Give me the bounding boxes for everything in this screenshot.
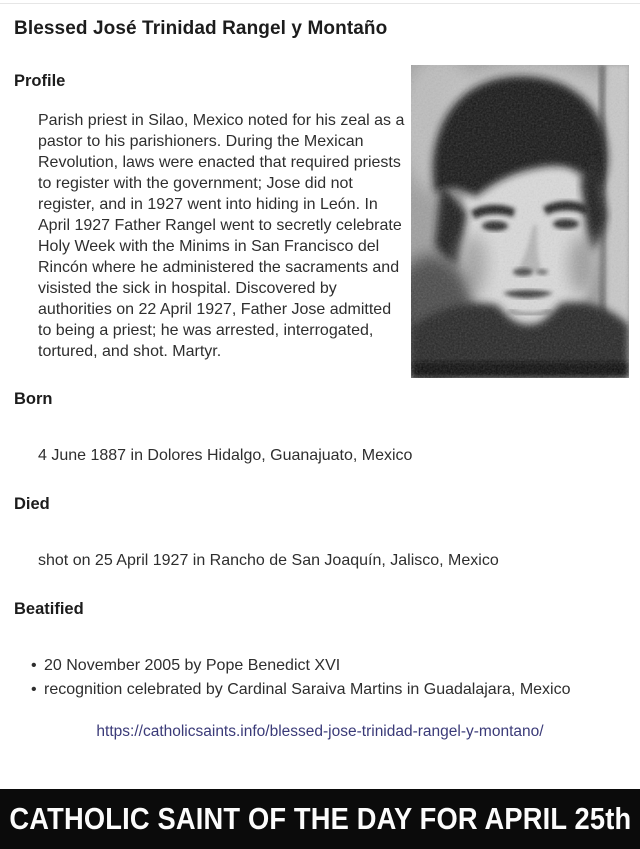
section-heading-beatified: Beatified [14, 600, 84, 618]
beatified-item-text: recognition celebrated by Cardinal Saraiva Martins in Guadalajara, Mexico [44, 681, 571, 698]
portrait-illustration [411, 65, 629, 378]
page-title: Blessed José Trinidad Rangel y Montaño [14, 18, 388, 39]
section-heading-profile: Profile [14, 72, 66, 90]
died-text: shot on 25 April 1927 in Rancho de San Joaquín, Jalisco, Mexico [38, 552, 499, 569]
banner-text: CATHOLIC SAINT OF THE DAY FOR APRIL 25th [9, 801, 631, 836]
profile-text: Parish priest in Silao, Mexico noted for his zeal as a pastor to his parishioners. During the Mexican Revolution, laws were enacted that required priests to register with the government; Jose did not register, and in 1927 went into hiding in León. In April 1927 Father Rangel went to secretly celebrate Holy Week with the Minims in San Francisco del Rincón where he administered the sacraments and visisted the sick in hospital. Discovered by authorities on 22 April 1927, Father Jose admitted to being a priest; he was arrested, interrogated, tortured, and shot. Martyr. [38, 112, 405, 360]
source-link-row [0, 723, 640, 741]
saint-portrait-photo [411, 65, 629, 378]
bottom-banner [0, 789, 640, 849]
section-heading-born: Born [14, 390, 53, 408]
born-text: 4 June 1887 in Dolores Hidalgo, Guanajuato, Mexico [38, 447, 413, 464]
section-heading-died: Died [14, 495, 50, 513]
bullet-glyph: • [31, 681, 37, 698]
beatified-list-item [31, 678, 640, 702]
bullet-glyph: • [31, 657, 37, 674]
beatified-list [0, 654, 640, 702]
source-link[interactable]: https://catholicsaints.info/blessed-jose-trinidad-rangel-y-montano/ [96, 723, 544, 740]
beatified-item-text: 20 November 2005 by Pope Benedict XVI [44, 657, 341, 674]
beatified-list-item [31, 654, 640, 678]
